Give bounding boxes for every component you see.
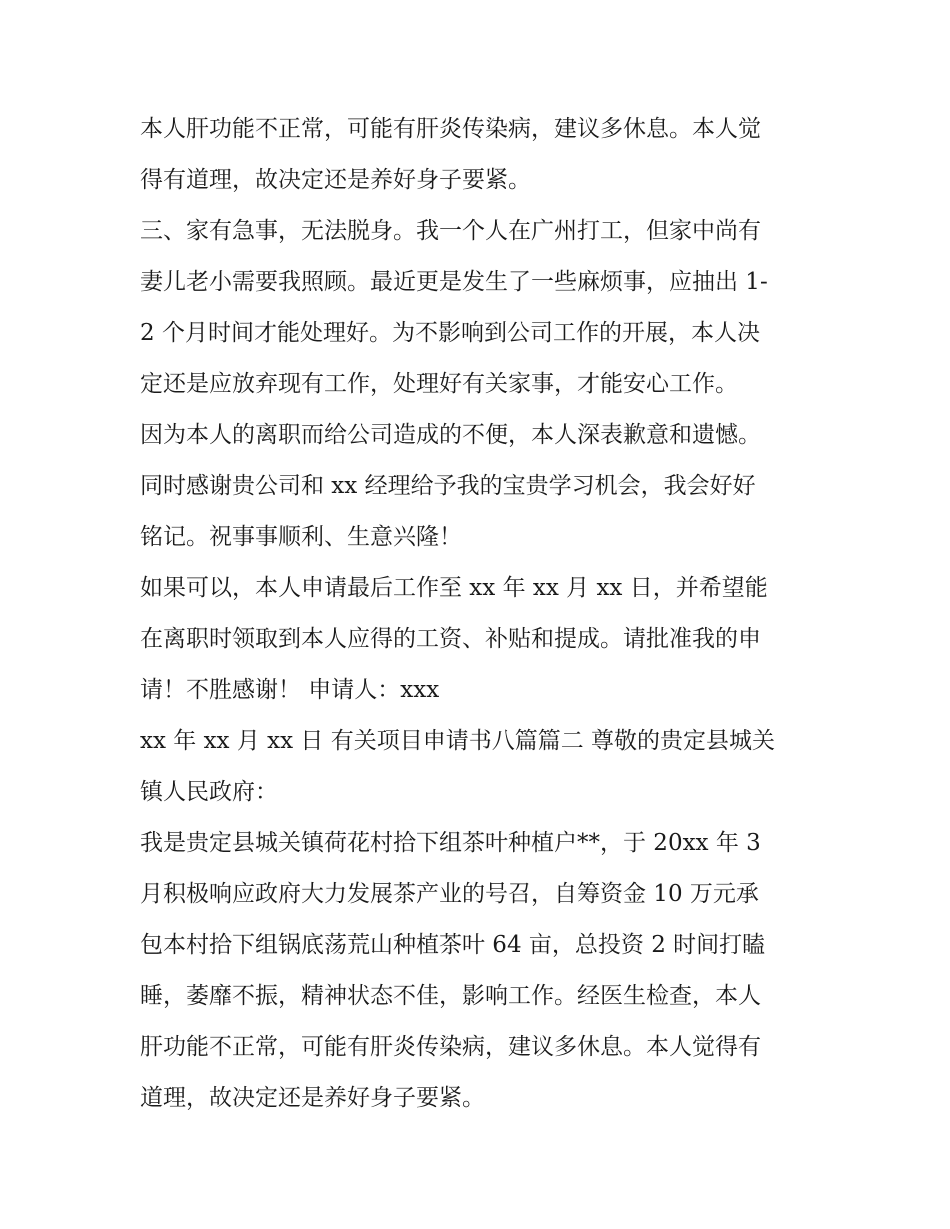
text-line: 肝功能不正常，可能有肝炎传染病，建议多休息。本人觉得有: [140, 1034, 761, 1060]
text-line: 睡，萎靡不振，精神状态不佳，影响工作。经医生检查，本人: [140, 983, 761, 1009]
text-line: 我是贵定县城关镇荷花村拾下组茶叶种植户**，于 20xx 年 3: [140, 830, 761, 856]
text-line: 因为本人的离职而给公司造成的不便，本人深表歉意和遗憾。: [140, 422, 761, 448]
text-line: 镇人民政府：: [140, 779, 278, 805]
text-line: 包本村拾下组锅底荡荒山种植茶叶 64 亩，总投资 2 时间打瞌: [140, 932, 766, 958]
text-line: 同时感谢贵公司和 xx 经理给予我的宝贵学习机会，我会好好: [140, 473, 756, 499]
text-line: 铭记。祝事事顺利、生意兴隆！: [140, 524, 462, 550]
text-line: 请！不胜感谢！ 申请人：xxx: [140, 677, 440, 703]
document-body: [140, 104, 820, 1124]
text-line: 在离职时领取到本人应得的工资、补贴和提成。请批准我的申: [140, 626, 761, 652]
text-line: 定还是应放弃现有工作，处理好有关家事，才能安心工作。: [140, 371, 738, 397]
text-line: 2 个月时间才能处理好。为不影响到公司工作的开展，本人决: [140, 320, 760, 346]
text-line: 道理，故决定还是养好身子要紧。: [140, 1085, 485, 1111]
text-line: 三、家有急事，无法脱身。我一个人在广州打工，但家中尚有: [140, 218, 761, 244]
text-line: 如果可以，本人申请最后工作至 xx 年 xx 月 xx 日，并希望能: [140, 575, 768, 601]
text-line: 本人肝功能不正常，可能有肝炎传染病，建议多休息。本人觉: [140, 116, 761, 142]
text-line: 妻儿老小需要我照顾。最近更是发生了一些麻烦事，应抽出 1-: [140, 269, 768, 295]
text-line: xx 年 xx 月 xx 日 有关项目申请书八篇篇二 尊敬的贵定县城关: [140, 728, 776, 754]
text-line: 得有道理，故决定还是养好身子要紧。: [140, 167, 531, 193]
text-line: 月积极响应政府大力发展茶产业的号召，自筹资金 10 万元承: [140, 881, 759, 907]
